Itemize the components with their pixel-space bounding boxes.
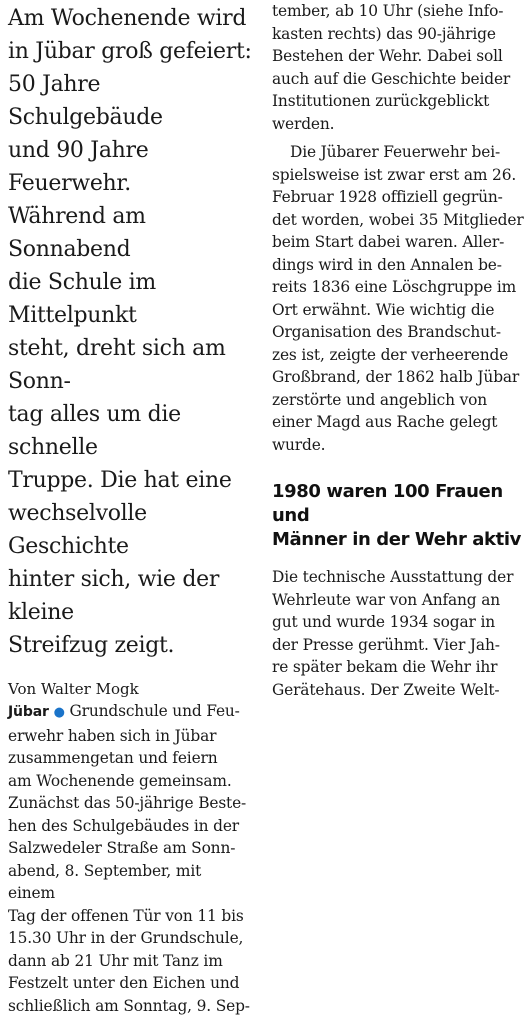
intro-line: Truppe. Die hat eine: [8, 464, 252, 497]
body-line: abend, 8. September, mit einem: [8, 860, 252, 905]
body-line: Organisation des Brandschut-: [272, 321, 524, 344]
body-line: beim Start dabei waren. Aller-: [272, 231, 524, 254]
intro-line: 50 Jahre Schulgebäude: [8, 68, 252, 134]
body-line: Bestehen der Wehr. Dabei soll: [272, 45, 524, 68]
body-line: det worden, wobei 35 Mitglieder: [272, 209, 524, 232]
body-line: kasten rechts) das 90-jährige: [272, 23, 524, 46]
body-line: Die Jübarer Feuerwehr bei-: [272, 141, 524, 164]
body-line: wurde.: [272, 434, 524, 457]
author-byline: Von Walter Mogk: [8, 678, 252, 700]
body-line: spielsweise ist zwar erst am 26.: [272, 164, 524, 187]
intro-line: hinter sich, wie der kleine: [8, 563, 252, 629]
intro-line: wechselvolle Geschichte: [8, 497, 252, 563]
section-subheading: [272, 480, 524, 552]
body-line: dings wird in den Annalen be-: [272, 254, 524, 277]
bullet-icon: ●: [54, 705, 65, 720]
body-line: zerstörte und angeblich von: [272, 389, 524, 412]
intro-line: und 90 Jahre Feuerwehr.: [8, 134, 252, 200]
intro-line: steht, dreht sich am Sonn-: [8, 332, 252, 398]
body-paragraph-1: [8, 700, 252, 1017]
right-column: [272, 0, 524, 701]
body-line: auch auf die Geschichte beider: [272, 68, 524, 91]
body-line: tember, ab 10 Uhr (siehe Info-: [272, 0, 524, 23]
body-line: re später bekam die Wehr ihr: [272, 656, 524, 679]
body-line: dann ab 21 Uhr mit Tanz im: [8, 950, 252, 973]
body-line: Salzwedeler Straße am Sonn-: [8, 837, 252, 860]
body-line: hen des Schulgebäudes in der: [8, 815, 252, 838]
intro-line: Streifzug zeigt.: [8, 629, 252, 662]
body-line: erwehr haben sich in Jübar: [8, 725, 252, 748]
body-line: Die technische Ausstattung der: [272, 566, 524, 589]
intro-line: in Jübar groß gefeiert:: [8, 35, 252, 68]
body-line: zes ist, zeigte der verheerende: [272, 344, 524, 367]
intro-line: tag alles um die schnelle: [8, 398, 252, 464]
body-line: reits 1836 eine Löschgruppe im: [272, 276, 524, 299]
body-line: Wehrleute war von Anfang an: [272, 589, 524, 612]
left-column: [8, 0, 252, 1017]
dateline-place: Jübar: [8, 704, 49, 720]
intro-line: Während am Sonnabend: [8, 200, 252, 266]
body-line: einer Magd aus Rache gelegt: [272, 411, 524, 434]
body-line: Großbrand, der 1862 halb Jübar: [272, 366, 524, 389]
body-line: Tag der offenen Tür von 11 bis: [8, 905, 252, 928]
body-line: zusammengetan und feiern: [8, 747, 252, 770]
subheading-line: 1980 waren 100 Frauen und: [272, 480, 524, 528]
body-line: Zunächst das 50-jährige Beste-: [8, 792, 252, 815]
intro-line: die Schule im Mittelpunkt: [8, 266, 252, 332]
body-line: schließlich am Sonntag, 9. Sep-: [8, 995, 252, 1017]
body-line: am Wochenende gemeinsam.: [8, 770, 252, 793]
body-line: Institutionen zurückgeblickt: [272, 90, 524, 113]
body-paragraph-2: [272, 0, 524, 135]
body-line: gut und wurde 1934 sogar in: [272, 611, 524, 634]
subheading-line: Männer in der Wehr aktiv: [272, 528, 524, 552]
intro-line: Am Wochenende wird: [8, 2, 252, 35]
body-line: Februar 1928 offiziell gegrün-: [272, 186, 524, 209]
body-line: 15.30 Uhr in der Grundschule,: [8, 927, 252, 950]
article-intro: [8, 0, 252, 662]
body-line: werden.: [272, 113, 524, 136]
body-line: Gerätehaus. Der Zweite Welt-: [272, 679, 524, 702]
body-line: Ort erwähnt. Wie wichtig die: [272, 299, 524, 322]
body-line: der Presse gerühmt. Vier Jah-: [272, 634, 524, 657]
body-paragraph-3: [272, 141, 524, 456]
body-line: Grundschule und Feu-: [70, 702, 240, 720]
body-paragraph-4: [272, 566, 524, 701]
body-line: Festzelt unter den Eichen und: [8, 972, 252, 995]
body-line-first: [8, 700, 252, 725]
